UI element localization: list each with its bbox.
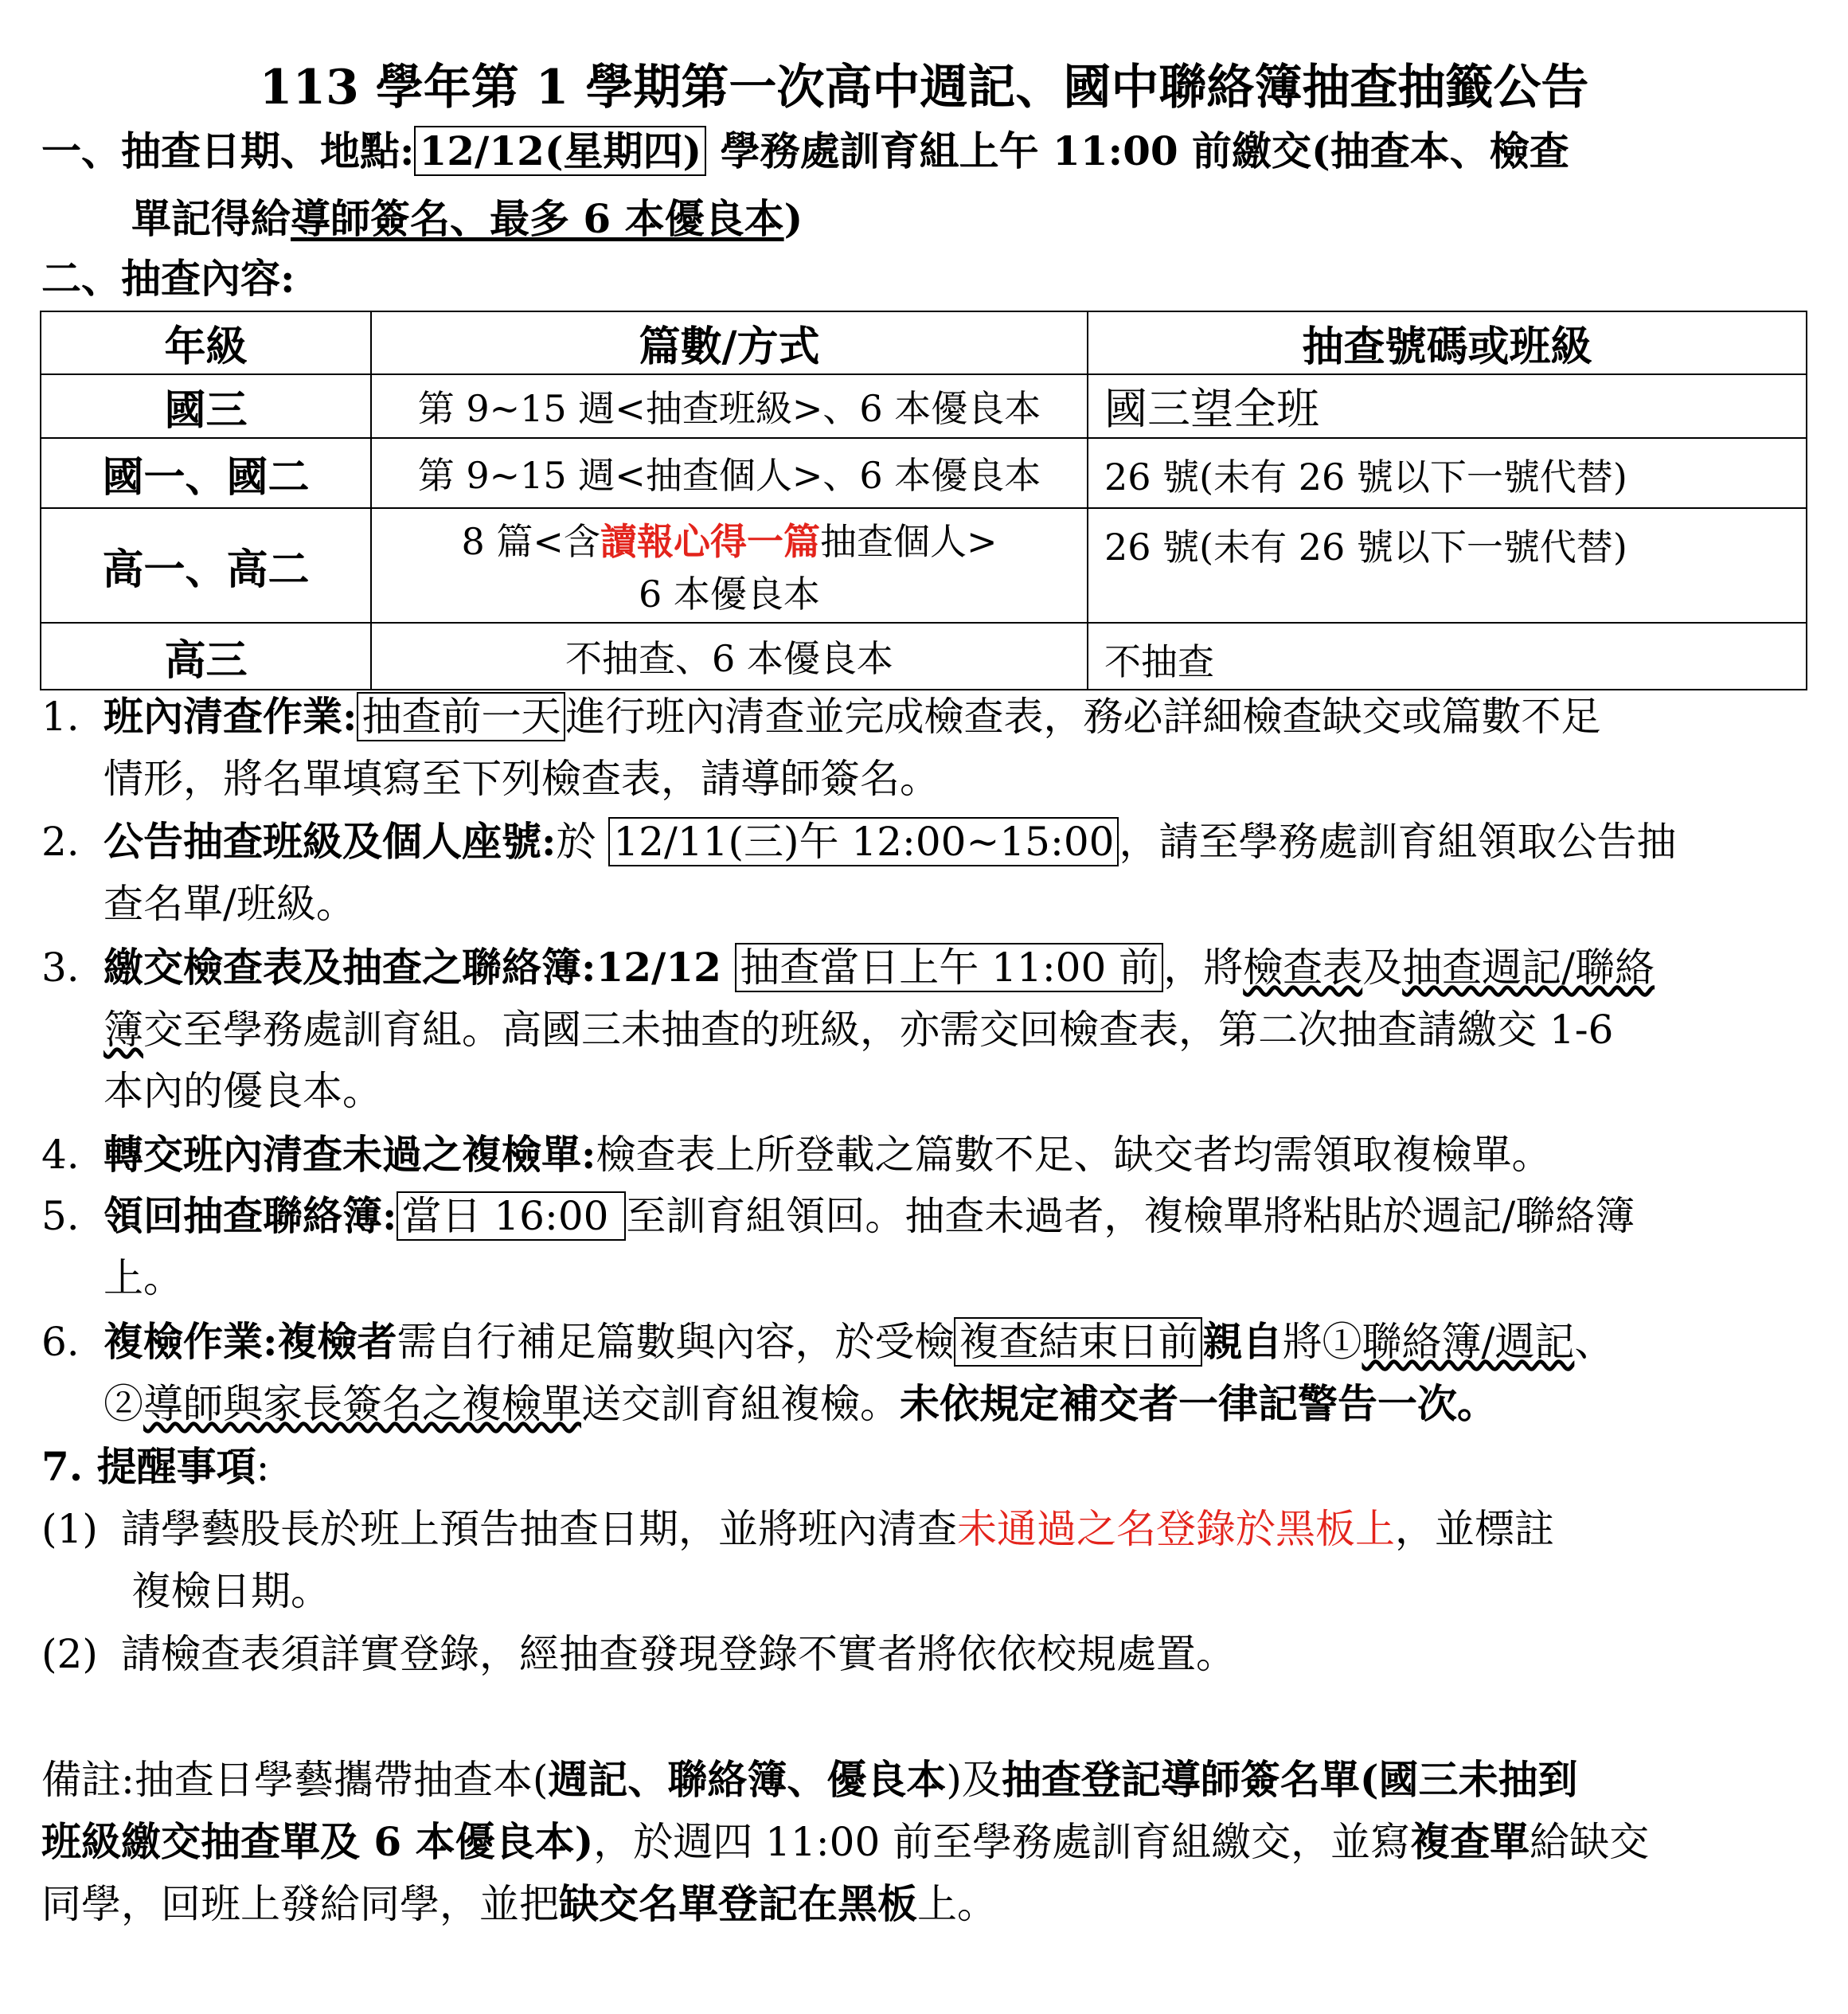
item-text: 需自行補足篇數與內容，於受檢 [397,1319,955,1365]
section1-line2 [131,195,803,243]
item-number: 1. [41,694,80,740]
section1-text-underlined: 導師簽名、最多 6 本優良本 [291,195,784,242]
table-header-row [41,311,1807,374]
cell-method: 第 9~15 週<抽查個人>、6 本優良本 [371,438,1088,508]
section1-text-end: ) [783,195,803,242]
note-bold: 週記、聯絡簿、優良本 [548,1756,947,1803]
cell-method: 第 9~15 週<抽查班級>、6 本優良本 [371,374,1088,438]
item-text: ② [104,1381,143,1427]
item-text: 至訓育組領回。抽查未過者，複檢單將粘貼於週記/聯絡簿 [626,1193,1635,1239]
section1-line1 [41,127,1569,175]
table-row [41,438,1807,508]
section1-text-a: 學務處訓育組上午 11:00 前繳交(抽查本、檢查 [706,127,1569,174]
item-number: 4. [41,1132,80,1178]
item-title: 7. 提醒事項 [41,1443,256,1490]
item-title: 領回抽查聯絡簿: [104,1192,397,1239]
item-wavy: 聯絡簿/週記 [1362,1319,1575,1365]
item-text: 進行班內清查並完成檢查表，務必詳細檢查缺交或篇數不足 [565,694,1601,740]
reminder-text: 請檢查表須詳實登錄，經抽查發現登錄不實者將依依校規處置。 [121,1631,1236,1677]
note-line-3 [41,1880,997,1928]
item-wavy: 導師與家長簽名之複檢單 [143,1381,581,1427]
cell-method [371,508,1088,623]
item-title: 繳交檢查表及抽查之聯絡簿:12/12 [104,944,736,991]
note-bold: 抽查登記導師簽名單(國三未抽到 [1001,1756,1578,1803]
reminder-1 [41,1505,1554,1553]
reminder-red: 未通過之名登錄於黑板上 [957,1506,1395,1552]
note-line-2 [41,1818,1649,1866]
reminder-1-cont: 複檢日期。 [131,1568,330,1614]
item-text: 將① [1282,1319,1362,1365]
header-method: 篇數/方式 [371,311,1088,374]
method-red-highlight: 讀報心得一篇 [600,520,820,563]
cell-target: 26 號(未有 26 號以下一號代替) [1088,508,1807,623]
table-row [41,374,1807,438]
item-text: 於 [556,819,609,865]
item-box: 抽查當日上午 11:00 前 [735,943,1163,992]
note-text: 給缺交 [1530,1819,1650,1865]
item-3-cont1 [104,1006,1613,1054]
item-2-cont: 查名單/班級。 [104,881,356,927]
cell-target: 國三望全班 [1088,374,1807,438]
table-row [41,508,1807,623]
item-number: 3. [41,944,80,991]
reminder-text: 請學藝股長於班上預告抽查日期，並將班內清查 [121,1506,957,1552]
item-wavy: 簿 [104,1007,143,1053]
reminder-number: (2) [41,1631,98,1677]
item-title: 公告抽查班級及個人座號: [104,818,557,865]
note-text: )及 [946,1757,1002,1803]
item-title: 轉交班內清查未過之複檢單: [104,1131,596,1178]
item-4 [41,1131,1551,1179]
reminder-number: (1) [41,1506,98,1552]
reminder-2 [41,1630,1236,1678]
section1-label: 一、抽查日期、地點: [41,127,415,174]
item-wavy: 抽查週記/聯絡 [1402,944,1655,991]
method-pre: 8 篇<含 [461,520,600,563]
cell-grade: 高三 [41,623,371,690]
item-text: 及 [1362,944,1403,991]
note-text: 上。 [917,1881,997,1927]
cell-target: 不抽查 [1088,623,1807,690]
item-text: 檢查表上所登載之篇數不足、缺交者均需領取複檢單。 [596,1132,1552,1178]
item-2 [41,818,1676,866]
item-6-cont [104,1380,1497,1428]
item-text: ，將 [1163,944,1244,991]
header-grade: 年級 [41,311,371,374]
item-text: : [256,1444,270,1490]
note-bold: 複查單 [1410,1818,1530,1865]
item-box: 當日 16:00 [397,1191,626,1241]
method-line2: 6 本優良本 [639,573,820,616]
section1-text-b: 單記得給 [131,195,291,242]
item-5 [41,1192,1635,1240]
item-3 [41,944,1655,991]
note-text: ，於週四 11:00 前至學務處訓育組繳交，並寫 [593,1819,1411,1865]
inspection-table [40,311,1807,690]
item-6 [41,1318,1614,1366]
item-wavy: 檢查表 [1243,944,1363,991]
cell-grade: 國三 [41,374,371,438]
method-post: 抽查個人> [819,520,998,563]
table-row [41,623,1807,690]
header-target: 抽查號碼或班級 [1088,311,1807,374]
item-title: 複檢作業:複檢者 [104,1318,397,1365]
cell-method: 不抽查、6 本優良本 [371,623,1088,690]
section1-date-box: 12/12(星期四) [414,126,706,176]
item-box: 抽查前一天 [357,692,565,741]
cell-grade: 高一、高二 [41,508,371,623]
item-number: 2. [41,819,80,865]
item-title: 班內清查作業: [104,693,357,740]
cell-grade: 國一、國二 [41,438,371,508]
item-text: 送交訓育組複檢。 [581,1381,900,1427]
note-bold: 班級繳交抽查單及 6 本優良本) [41,1818,594,1865]
note-line-1 [41,1756,1578,1804]
section2-label: 二、抽查內容: [41,255,295,302]
item-box: 複查結束日前 [954,1317,1202,1367]
item-box: 12/11(三)午 12:00~15:00 [608,817,1119,866]
item-bold: 未依規定補交者一律記警告一次。 [900,1380,1497,1427]
item-number: 5. [41,1193,80,1239]
note-text: 備註:抽查日學藝攜帶抽查本( [41,1757,549,1803]
item-text: ，請至學務處訓育組領取公告抽 [1119,819,1677,865]
cell-target: 26 號(未有 26 號以下一號代替) [1088,438,1807,508]
item-text: 、 [1574,1319,1615,1365]
reminder-text: ，並標註 [1395,1506,1554,1552]
item-5-cont: 上。 [104,1255,183,1301]
item-bold: 親自 [1202,1318,1283,1365]
item-3-cont2: 本內的優良本。 [104,1068,382,1114]
note-text: 同學，回班上發給同學，並把 [41,1881,559,1927]
note-bold: 缺交名單登記在黑板 [559,1880,917,1927]
item-1-cont: 情形，將名單填寫至下列檢查表，請導師簽名。 [104,756,940,802]
item-number: 6. [41,1319,80,1365]
item-text: 交至學務處訓育組。高國三未抽查的班級，亦需交回檢查表，第二次抽查請繳交 1-6 [143,1007,1614,1053]
page-title: 113 學年第 1 學期第一次高中週記、國中聯絡簿抽查抽籤公告 [259,60,1589,115]
item-7 [41,1443,269,1491]
item-1 [41,693,1600,741]
